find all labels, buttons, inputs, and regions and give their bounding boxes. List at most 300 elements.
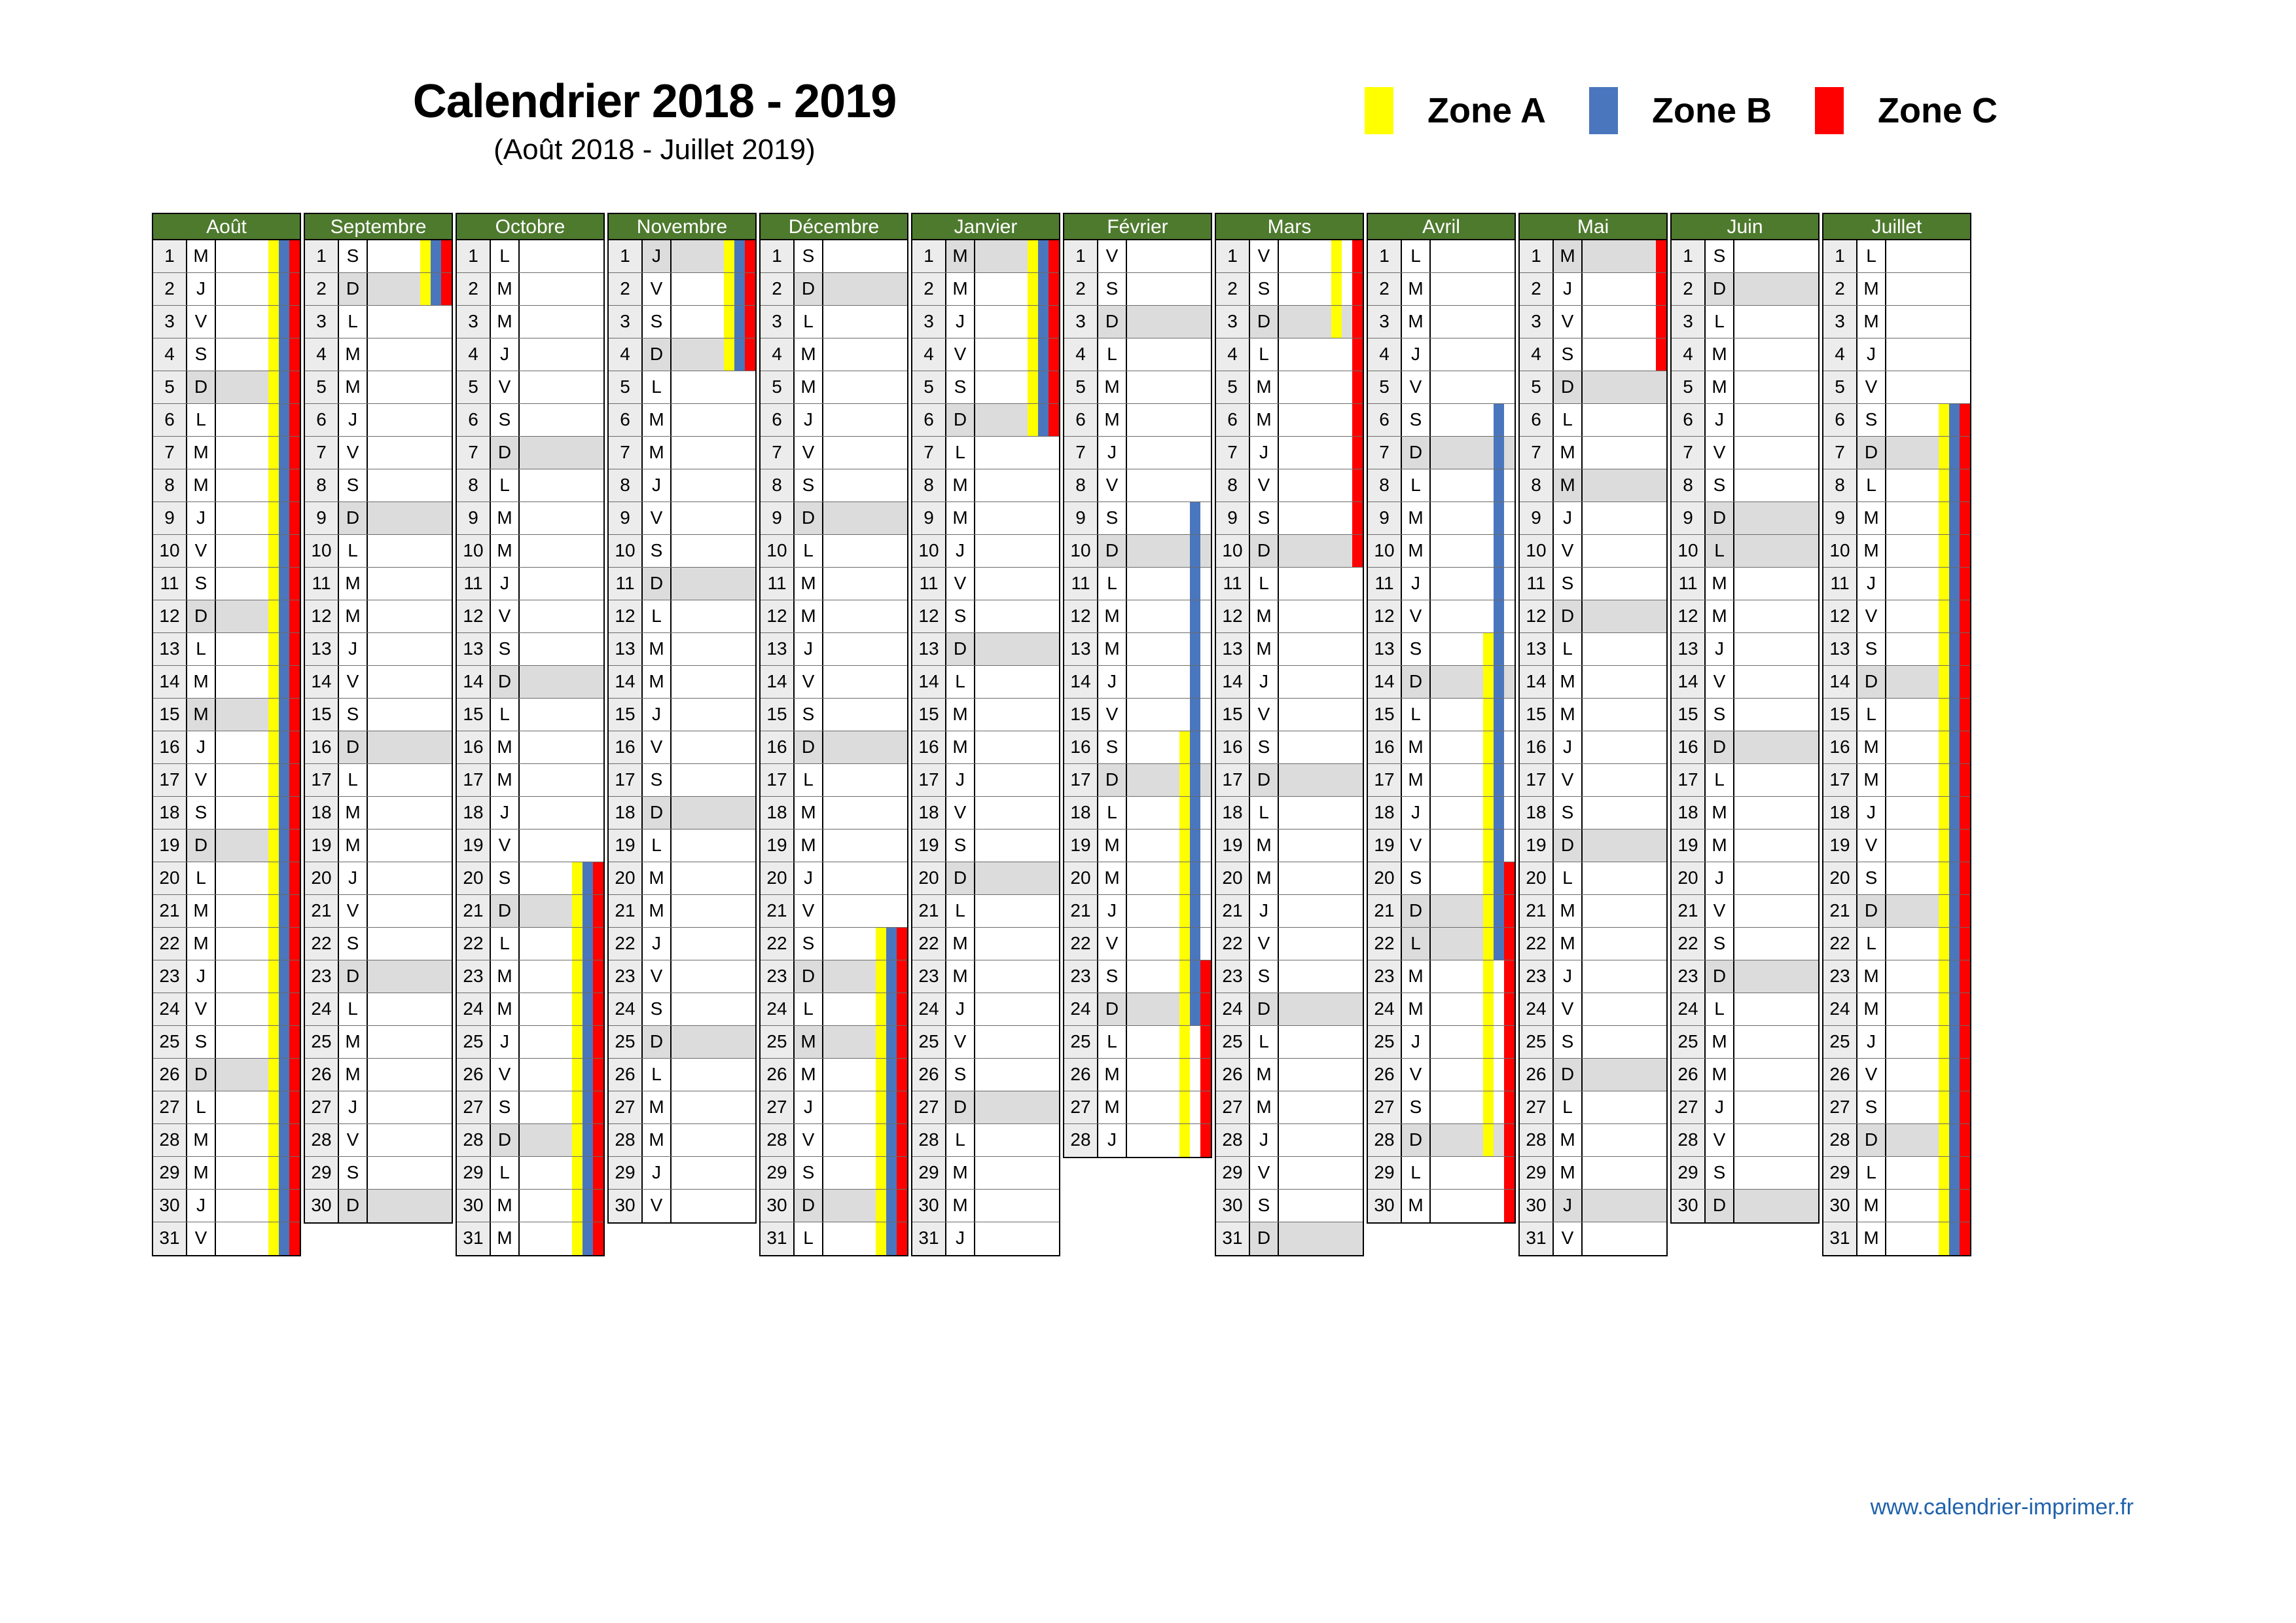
day-note-cell[interactable] [1583,404,1666,436]
day-note-cell[interactable] [1279,993,1363,1025]
day-row[interactable] [912,666,1059,699]
day-note-cell[interactable] [1431,502,1515,534]
day-row[interactable] [457,666,603,699]
day-row[interactable] [153,862,300,895]
day-note-cell[interactable] [1734,1124,1818,1156]
day-note-cell[interactable] [1734,600,1818,632]
day-note-cell[interactable] [1279,1157,1363,1189]
day-row[interactable] [1823,666,1970,699]
day-row[interactable] [609,273,755,306]
day-row[interactable] [1672,600,1818,633]
day-note-cell[interactable] [823,764,907,796]
footer-url[interactable]: www.calendrier-imprimer.fr [1870,1495,2134,1520]
day-row[interactable] [1368,928,1515,960]
day-row[interactable] [609,600,755,633]
day-note-cell[interactable] [823,437,907,469]
day-row[interactable] [1823,535,1970,568]
day-row[interactable] [912,1190,1059,1222]
day-row[interactable] [912,895,1059,928]
day-note-cell[interactable] [823,1091,907,1123]
day-row[interactable] [609,895,755,928]
month-header[interactable]: Avril [1367,213,1516,240]
day-row[interactable] [761,600,907,633]
day-row[interactable] [1216,960,1363,993]
day-row[interactable] [1064,993,1211,1026]
day-row[interactable] [1064,469,1211,502]
day-note-cell[interactable] [216,699,300,731]
day-row[interactable] [1823,830,1970,862]
month-header[interactable]: Août [152,213,301,240]
day-row[interactable] [609,764,755,797]
day-note-cell[interactable] [368,699,452,731]
day-row[interactable] [457,830,603,862]
day-note-cell[interactable] [1583,273,1666,305]
day-row[interactable] [1064,338,1211,371]
day-row[interactable] [761,469,907,502]
day-note-cell[interactable] [672,371,755,403]
day-note-cell[interactable] [1734,240,1818,272]
day-note-cell[interactable] [216,535,300,567]
day-note-cell[interactable] [672,273,755,305]
day-row[interactable] [153,699,300,731]
day-row[interactable] [1368,600,1515,633]
day-row[interactable] [912,830,1059,862]
day-note-cell[interactable] [1734,731,1818,763]
day-row[interactable] [1520,666,1666,699]
day-row[interactable] [153,1059,300,1091]
day-row[interactable] [1064,371,1211,404]
day-note-cell[interactable] [975,633,1059,665]
day-row[interactable] [1672,469,1818,502]
day-note-cell[interactable] [975,1091,1059,1123]
day-note-cell[interactable] [216,1026,300,1058]
day-row[interactable] [1823,862,1970,895]
day-row[interactable] [1672,797,1818,830]
day-note-cell[interactable] [1583,764,1666,796]
day-note-cell[interactable] [1886,600,1970,632]
day-note-cell[interactable] [1583,993,1666,1025]
day-note-cell[interactable] [1279,240,1363,272]
day-note-cell[interactable] [368,273,452,305]
day-row[interactable] [1520,830,1666,862]
day-row[interactable] [912,862,1059,895]
day-row[interactable] [912,993,1059,1026]
day-row[interactable] [305,306,452,338]
day-note-cell[interactable] [1279,338,1363,371]
day-note-cell[interactable] [520,666,603,698]
day-row[interactable] [305,699,452,731]
day-row[interactable] [1672,1091,1818,1124]
day-note-cell[interactable] [520,273,603,305]
day-row[interactable] [761,797,907,830]
day-row[interactable] [609,699,755,731]
day-row[interactable] [1823,993,1970,1026]
day-row[interactable] [153,1026,300,1059]
day-row[interactable] [1064,764,1211,797]
day-row[interactable] [912,1026,1059,1059]
day-row[interactable] [761,502,907,535]
day-row[interactable] [609,502,755,535]
day-note-cell[interactable] [975,666,1059,698]
day-row[interactable] [1216,928,1363,960]
month-header[interactable]: Mai [1518,213,1668,240]
day-note-cell[interactable] [368,797,452,829]
day-note-cell[interactable] [823,666,907,698]
day-note-cell[interactable] [368,437,452,469]
day-row[interactable] [153,895,300,928]
day-row[interactable] [457,535,603,568]
day-row[interactable] [761,960,907,993]
day-note-cell[interactable] [975,568,1059,600]
day-note-cell[interactable] [520,960,603,993]
day-note-cell[interactable] [672,993,755,1025]
day-row[interactable] [305,830,452,862]
day-row[interactable] [457,469,603,502]
day-row[interactable] [609,862,755,895]
day-note-cell[interactable] [1431,666,1515,698]
day-note-cell[interactable] [216,993,300,1025]
day-note-cell[interactable] [1886,764,1970,796]
day-row[interactable] [1216,1091,1363,1124]
day-note-cell[interactable] [1127,1091,1211,1123]
day-row[interactable] [761,666,907,699]
day-row[interactable] [305,1091,452,1124]
day-row[interactable] [305,1157,452,1190]
month-header[interactable]: Octobre [456,213,605,240]
day-note-cell[interactable] [520,568,603,600]
day-row[interactable] [912,1222,1059,1255]
day-note-cell[interactable] [216,928,300,960]
day-row[interactable] [1823,633,1970,666]
day-row[interactable] [761,1091,907,1124]
month-header[interactable]: Décembre [759,213,908,240]
day-note-cell[interactable] [1886,1091,1970,1123]
day-row[interactable] [305,666,452,699]
day-note-cell[interactable] [975,862,1059,894]
day-row[interactable] [1064,306,1211,338]
day-row[interactable] [761,306,907,338]
day-note-cell[interactable] [1583,535,1666,567]
day-row[interactable] [1520,1026,1666,1059]
day-note-cell[interactable] [1734,666,1818,698]
day-note-cell[interactable] [1886,731,1970,763]
day-row[interactable] [457,862,603,895]
day-row[interactable] [1216,437,1363,469]
day-note-cell[interactable] [520,1157,603,1189]
day-note-cell[interactable] [1583,568,1666,600]
day-note-cell[interactable] [823,633,907,665]
day-note-cell[interactable] [823,862,907,894]
day-row[interactable] [153,469,300,502]
day-note-cell[interactable] [1431,960,1515,993]
day-note-cell[interactable] [1279,633,1363,665]
day-row[interactable] [912,699,1059,731]
day-note-cell[interactable] [1734,862,1818,894]
day-note-cell[interactable] [520,437,603,469]
day-note-cell[interactable] [1279,928,1363,960]
day-row[interactable] [761,1059,907,1091]
day-note-cell[interactable] [672,960,755,993]
day-row[interactable] [761,862,907,895]
day-row[interactable] [1064,1059,1211,1091]
day-row[interactable] [1368,469,1515,502]
day-row[interactable] [1520,338,1666,371]
day-note-cell[interactable] [1583,633,1666,665]
day-row[interactable] [912,1059,1059,1091]
day-row[interactable] [912,764,1059,797]
day-note-cell[interactable] [1886,469,1970,501]
day-row[interactable] [609,830,755,862]
day-row[interactable] [305,535,452,568]
day-row[interactable] [1672,960,1818,993]
day-row[interactable] [1216,273,1363,306]
day-row[interactable] [609,1026,755,1059]
month-header[interactable]: Février [1063,213,1212,240]
day-note-cell[interactable] [1886,1157,1970,1189]
day-note-cell[interactable] [216,731,300,763]
day-row[interactable] [761,404,907,437]
day-note-cell[interactable] [520,469,603,501]
day-note-cell[interactable] [1734,1026,1818,1058]
day-row[interactable] [1672,928,1818,960]
day-note-cell[interactable] [520,862,603,894]
day-note-cell[interactable] [1431,535,1515,567]
day-row[interactable] [912,502,1059,535]
month-header[interactable]: Janvier [911,213,1060,240]
day-note-cell[interactable] [1279,535,1363,567]
day-row[interactable] [1823,960,1970,993]
day-row[interactable] [457,371,603,404]
day-row[interactable] [457,928,603,960]
day-note-cell[interactable] [823,404,907,436]
day-row[interactable] [1672,404,1818,437]
day-row[interactable] [609,568,755,600]
day-row[interactable] [1064,928,1211,960]
day-note-cell[interactable] [672,240,755,272]
day-row[interactable] [1823,1026,1970,1059]
day-note-cell[interactable] [520,797,603,829]
day-note-cell[interactable] [216,404,300,436]
day-row[interactable] [457,895,603,928]
day-row[interactable] [1064,273,1211,306]
day-note-cell[interactable] [1886,306,1970,338]
day-row[interactable] [912,731,1059,764]
day-row[interactable] [1520,928,1666,960]
day-note-cell[interactable] [368,535,452,567]
day-row[interactable] [1823,1091,1970,1124]
day-note-cell[interactable] [1279,600,1363,632]
day-note-cell[interactable] [1583,306,1666,338]
day-row[interactable] [1368,240,1515,273]
day-note-cell[interactable] [1127,764,1211,796]
day-row[interactable] [1064,797,1211,830]
day-row[interactable] [761,568,907,600]
day-row[interactable] [1368,502,1515,535]
day-row[interactable] [761,993,907,1026]
day-row[interactable] [1368,404,1515,437]
day-row[interactable] [1216,306,1363,338]
day-note-cell[interactable] [672,306,755,338]
day-row[interactable] [305,960,452,993]
day-row[interactable] [305,437,452,469]
day-row[interactable] [153,1222,300,1255]
day-note-cell[interactable] [1734,1091,1818,1123]
day-note-cell[interactable] [1734,1059,1818,1091]
day-note-cell[interactable] [1127,633,1211,665]
day-note-cell[interactable] [1127,437,1211,469]
day-row[interactable] [1064,731,1211,764]
day-row[interactable] [1216,1026,1363,1059]
day-note-cell[interactable] [1431,633,1515,665]
day-note-cell[interactable] [1279,862,1363,894]
day-row[interactable] [1823,1157,1970,1190]
day-note-cell[interactable] [823,568,907,600]
day-row[interactable] [153,633,300,666]
day-row[interactable] [1672,862,1818,895]
day-row[interactable] [457,1157,603,1190]
day-row[interactable] [1216,993,1363,1026]
day-row[interactable] [1672,666,1818,699]
day-note-cell[interactable] [975,1190,1059,1222]
day-note-cell[interactable] [368,1091,452,1123]
day-row[interactable] [1064,568,1211,600]
day-note-cell[interactable] [1431,1026,1515,1058]
day-row[interactable] [1520,1124,1666,1157]
day-note-cell[interactable] [216,371,300,403]
day-row[interactable] [1216,338,1363,371]
day-row[interactable] [153,993,300,1026]
day-note-cell[interactable] [1583,1157,1666,1189]
day-note-cell[interactable] [520,633,603,665]
day-note-cell[interactable] [520,535,603,567]
day-row[interactable] [609,797,755,830]
day-note-cell[interactable] [1279,1059,1363,1091]
day-note-cell[interactable] [1279,371,1363,403]
day-note-cell[interactable] [1279,469,1363,501]
day-note-cell[interactable] [520,764,603,796]
day-note-cell[interactable] [368,666,452,698]
day-row[interactable] [912,600,1059,633]
day-row[interactable] [1064,404,1211,437]
day-row[interactable] [912,306,1059,338]
day-note-cell[interactable] [1886,437,1970,469]
day-note-cell[interactable] [520,306,603,338]
day-row[interactable] [1520,535,1666,568]
day-note-cell[interactable] [1279,273,1363,305]
day-note-cell[interactable] [1734,306,1818,338]
day-note-cell[interactable] [672,469,755,501]
day-row[interactable] [1520,240,1666,273]
day-note-cell[interactable] [1279,1091,1363,1123]
day-note-cell[interactable] [1583,1091,1666,1123]
day-row[interactable] [1368,830,1515,862]
day-row[interactable] [1216,1157,1363,1190]
day-row[interactable] [1823,1059,1970,1091]
day-row[interactable] [1064,437,1211,469]
day-row[interactable] [153,535,300,568]
day-note-cell[interactable] [368,404,452,436]
day-row[interactable] [761,895,907,928]
day-note-cell[interactable] [672,731,755,763]
day-note-cell[interactable] [823,600,907,632]
day-note-cell[interactable] [216,633,300,665]
day-row[interactable] [1368,633,1515,666]
day-row[interactable] [912,469,1059,502]
day-note-cell[interactable] [672,764,755,796]
day-note-cell[interactable] [1279,1124,1363,1156]
day-note-cell[interactable] [1886,993,1970,1025]
day-row[interactable] [1368,731,1515,764]
day-note-cell[interactable] [975,731,1059,763]
day-row[interactable] [457,1026,603,1059]
day-note-cell[interactable] [672,1059,755,1091]
day-row[interactable] [1823,699,1970,731]
day-row[interactable] [1823,731,1970,764]
day-note-cell[interactable] [823,993,907,1025]
day-note-cell[interactable] [1127,404,1211,436]
day-note-cell[interactable] [368,830,452,862]
day-note-cell[interactable] [1734,404,1818,436]
day-note-cell[interactable] [520,240,603,272]
day-note-cell[interactable] [216,502,300,534]
day-row[interactable] [912,240,1059,273]
month-header[interactable]: Mars [1215,213,1364,240]
day-row[interactable] [305,731,452,764]
day-row[interactable] [1368,1059,1515,1091]
day-note-cell[interactable] [975,830,1059,862]
day-note-cell[interactable] [1886,1026,1970,1058]
day-note-cell[interactable] [1279,830,1363,862]
day-note-cell[interactable] [1886,535,1970,567]
day-note-cell[interactable] [216,1059,300,1091]
day-note-cell[interactable] [1886,830,1970,862]
day-note-cell[interactable] [1886,633,1970,665]
day-row[interactable] [153,404,300,437]
day-note-cell[interactable] [216,240,300,272]
day-row[interactable] [153,928,300,960]
day-note-cell[interactable] [1127,993,1211,1025]
day-row[interactable] [1216,1190,1363,1222]
day-note-cell[interactable] [823,1124,907,1156]
day-row[interactable] [457,240,603,273]
day-row[interactable] [609,1059,755,1091]
day-row[interactable] [1520,1157,1666,1190]
day-row[interactable] [761,633,907,666]
day-row[interactable] [457,993,603,1026]
day-note-cell[interactable] [1127,338,1211,371]
day-row[interactable] [1672,1026,1818,1059]
day-row[interactable] [912,928,1059,960]
day-note-cell[interactable] [975,1222,1059,1255]
day-row[interactable] [1064,535,1211,568]
day-note-cell[interactable] [1127,273,1211,305]
day-row[interactable] [761,699,907,731]
day-note-cell[interactable] [216,338,300,371]
day-note-cell[interactable] [216,797,300,829]
day-row[interactable] [1216,535,1363,568]
day-note-cell[interactable] [1127,830,1211,862]
day-row[interactable] [1064,1091,1211,1124]
day-note-cell[interactable] [672,666,755,698]
day-note-cell[interactable] [823,960,907,993]
day-note-cell[interactable] [1431,928,1515,960]
day-row[interactable] [609,633,755,666]
day-row[interactable] [1216,764,1363,797]
day-row[interactable] [1064,895,1211,928]
day-note-cell[interactable] [975,600,1059,632]
day-note-cell[interactable] [520,699,603,731]
day-row[interactable] [609,1091,755,1124]
